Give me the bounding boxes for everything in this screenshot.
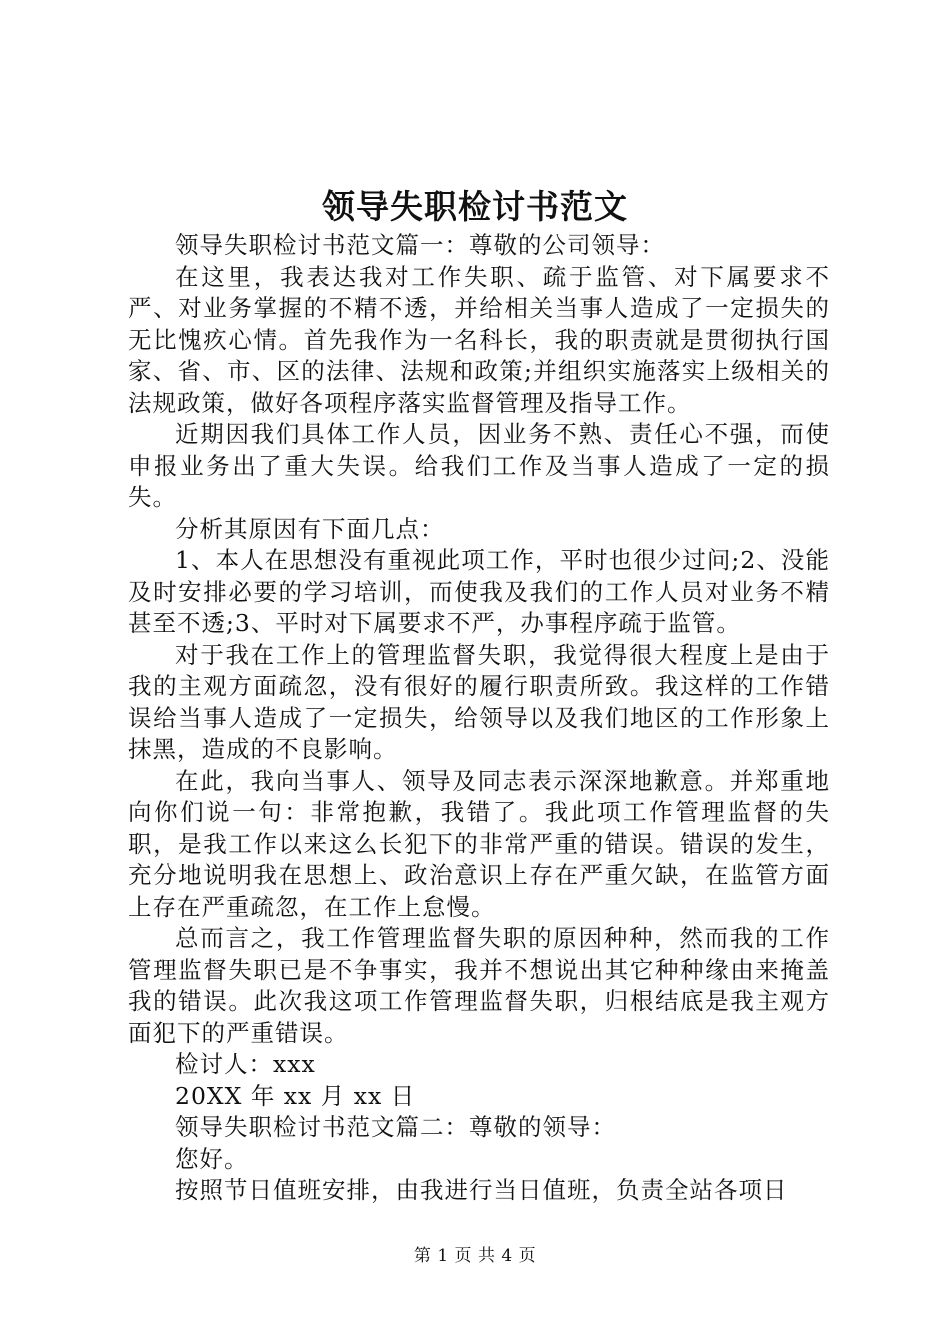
paragraph-4: 分析其原因有下面几点： — [175, 514, 445, 543]
paragraph-5: 1、本人在思想没有重视此项工作，平时也很少过问;2、没能及时安排必要的学习培训，而使我及我们的工作人员对业务不精甚至不透;3、平时对下属要求不严，办事程序疏于监管。 — [128, 546, 830, 637]
paragraph-11: 领导失职检讨书范文篇二：尊敬的领导： — [175, 1113, 616, 1141]
paragraph-6: 对于我在工作上的管理监督失职，我觉得很大程度上是由于我的主观方面疏忽，没有很好的履行职责所致。我这样的工作错误给当事人造成了一定损失，给领导以及我们地区的工作形象上抹黑，造成的不良影响。 — [128, 640, 830, 763]
date-line: 20XX 年 xx 月 xx 日 — [175, 1081, 416, 1110]
paragraph-8: 总而言之，我工作管理监督失职的原因种种，然而我的工作管理监督失职已是不争事实，我并不想说出其它种种缘由来掩盖我的错误。此次我这项工作管理监督失职，归根结底是我主观方面犯下的严重错误。 — [128, 924, 830, 1047]
document-title: 领导失职检讨书范文 — [322, 187, 628, 226]
paragraph-3: 近期因我们具体工作人员，因业务不熟、责任心不强，而使申报业务出了重大失误。给我们工作及当事人造成了一定的损失。 — [128, 420, 830, 511]
greeting-line: 您好。 — [175, 1144, 249, 1173]
paragraph-7: 在此，我向当事人、领导及同志表示深深地歉意。并郑重地向你们说一句：非常抱歉，我错了。我此项工作管理监督的失职，是我工作以来这么长犯下的非常严重的错误。错误的发生，充分地说明我在思想上、政治意识上存在严重欠缺，在监管方面上存在严重疏忽，在工作上怠慢。 — [128, 766, 830, 921]
paragraph-1: 领导失职检讨书范文篇一：尊敬的公司领导： — [175, 231, 665, 259]
document-body — [128, 230, 830, 1207]
paragraph-13: 按照节日值班安排，由我进行当日值班，负责全站各项日 — [175, 1176, 788, 1204]
page-footer: 第 1 页 共 4 页 — [413, 1246, 537, 1266]
paragraph-2: 在这里，我表达我对工作失职、疏于监管、对下属要求不严、对业务掌握的不精不透，并给相关当事人造成了一定损失的无比愧疚心情。首先我作为一名科长，我的职责就是贯彻执行国家、省、市、区的法律、法规和政策;并组织实施落实上级相关的法规政策，做好各项程序落实监督管理及指导工作。 — [128, 262, 830, 417]
signature-line: 检讨人：xxx — [175, 1050, 316, 1078]
